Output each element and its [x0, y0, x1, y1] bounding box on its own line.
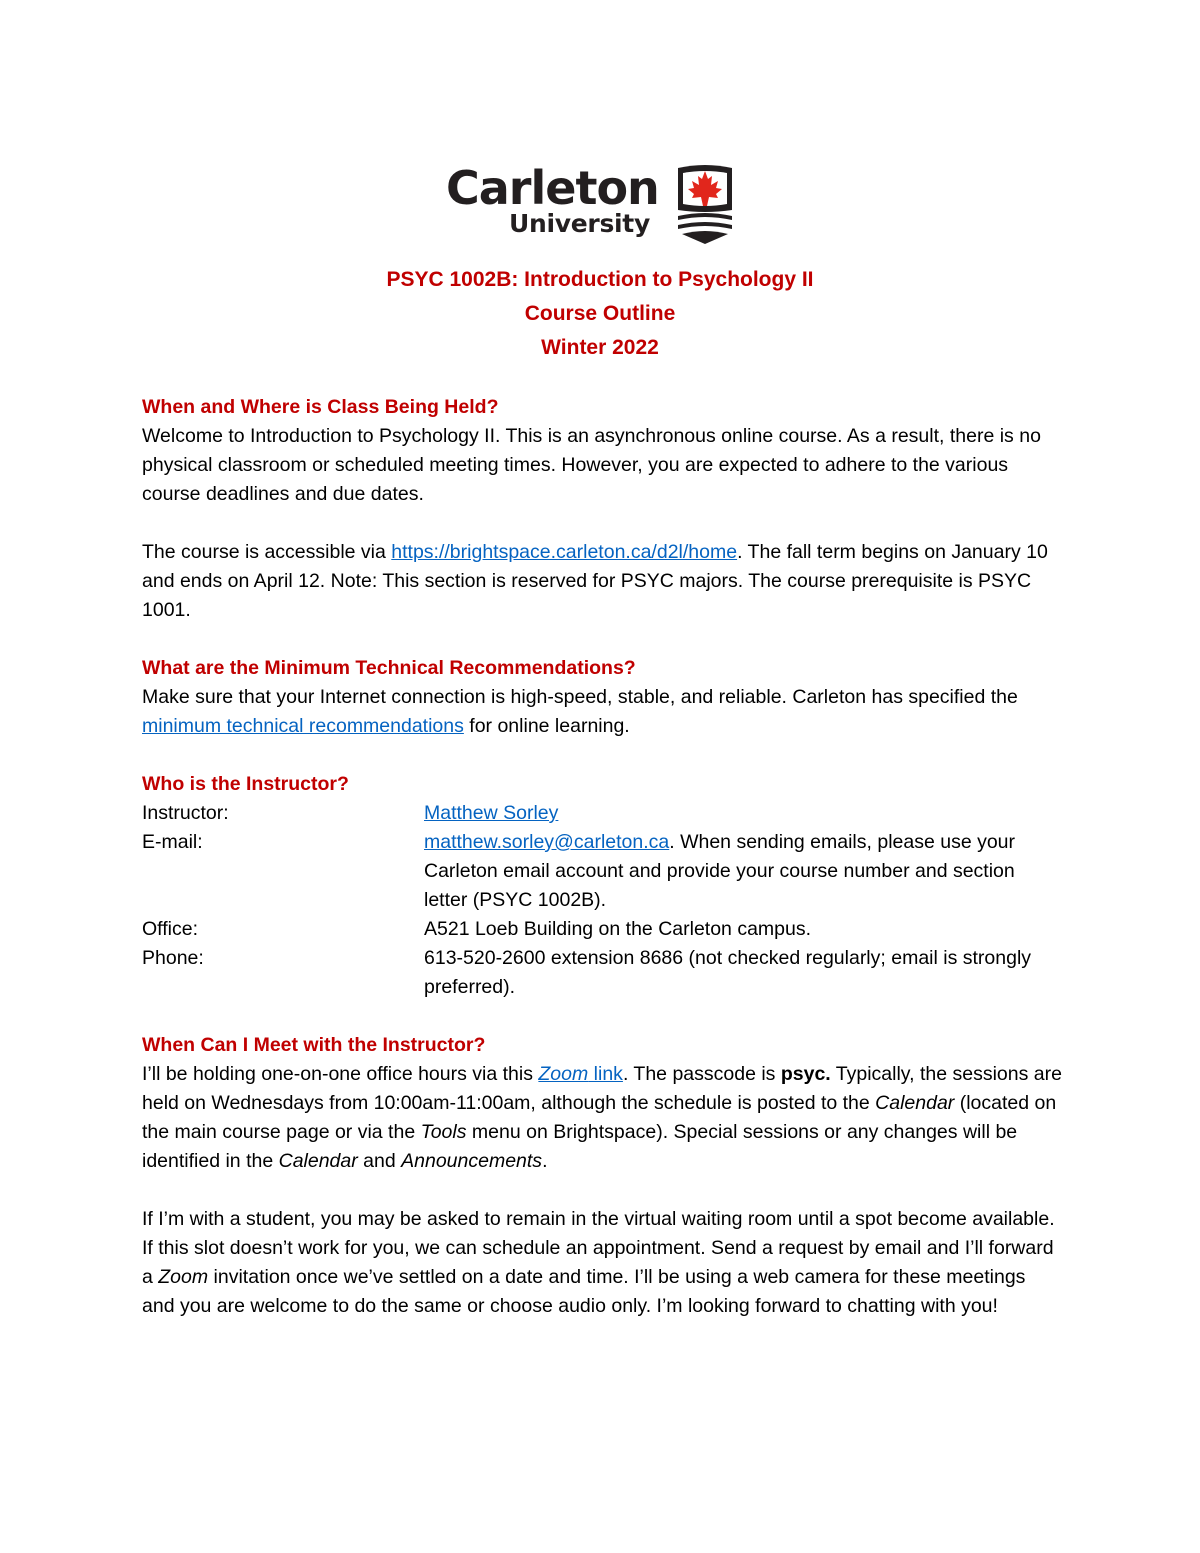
instructor-name-link[interactable]: Matthew Sorley [424, 802, 559, 824]
email-row: E-mail: matthew.sorley@carleton.ca. When sending emails, please use your Carleton email account and provide your course number and section letter (PSYC 1002B). [142, 828, 1062, 915]
section-heading-technical: What are the Minimum Technical Recommendations? [142, 657, 636, 679]
course-title: PSYC 1002B: Introduction to Psychology II [386, 268, 814, 291]
logo-subtitle: University [509, 209, 650, 238]
term-title: Winter 2022 [541, 336, 659, 359]
paragraph-welcome: Welcome to Introduction to Psychology II. This is an asynchronous online course. As a result, there is no physical classroom or scheduled meeting times. However, you are expected to adhere to the various course deadlines and due dates. [142, 425, 1041, 505]
phone-row [142, 944, 1062, 1002]
logo-wordmark: Carleton [446, 161, 659, 215]
title-block [0, 263, 1200, 365]
paragraph-appointments: If I’m with a student, you may be asked to remain in the virtual waiting room until a spot become available. If this slot doesn’t work for you, we can schedule an appointment. Send a request by email and I’ll forward a Zoom invitation once we’ve settled on a date and time. I’ll be using a web camera for these meetings and you are welcome to do the same or choose audio only. I’m looking forward to chatting with you! [142, 1208, 1055, 1317]
email-label: E-mail: [142, 831, 203, 853]
paragraph-office-hours: I’ll be holding one-on-one office hours via this Zoom link. The passcode is psyc. Typically, the sessions are held on Wednesdays from 10:00am-11:00am, although the schedule is posted to the Calendar (located on the main course page or via the Tools menu on Brightspace). Special sessions or any changes will be identified in the Calendar and Announcements. [142, 1063, 1062, 1172]
passcode: psyc. [780, 1063, 831, 1085]
office-label: Office: [142, 918, 198, 940]
zoom-link[interactable]: Zoom link [538, 1063, 623, 1085]
carleton-logo [446, 160, 746, 250]
document-body [142, 393, 1062, 1321]
brightspace-link[interactable]: https://brightspace.carleton.ca/d2l/home [391, 541, 738, 563]
phone-label: Phone: [142, 947, 204, 969]
document-title: Course Outline [524, 302, 676, 325]
paragraph-technical: Make sure that your Internet connection is high-speed, stable, and reliable. Carleton has specified the minimum technical recommendations for online learning. [142, 686, 1018, 737]
office-value: A521 Loeb Building on the Carleton campus. [424, 918, 812, 940]
section-heading-instructor: Who is the Instructor? [142, 773, 349, 795]
technical-recommendations-link[interactable]: minimum technical recommendations [142, 715, 464, 737]
office-row [142, 915, 1062, 944]
paragraph-access: The course is accessible via https://brightspace.carleton.ca/d2l/home. The fall term begins on January 10 and ends on April 12. Note: This section is reserved for PSYC majors. The course prerequisite is PSYC 1001. [142, 541, 1048, 621]
instructor-label: Instructor: [142, 802, 229, 824]
section-heading-class-location: When and Where is Class Being Held? [142, 396, 499, 418]
shield-icon [676, 164, 734, 244]
instructor-email-link[interactable]: matthew.sorley@carleton.ca [424, 831, 670, 853]
phone-value: 613-520-2600 extension 8686 (not checked regularly; email is strongly preferred). [424, 947, 1032, 998]
section-heading-office-hours: When Can I Meet with the Instructor? [142, 1034, 486, 1056]
instructor-row [142, 799, 1062, 828]
